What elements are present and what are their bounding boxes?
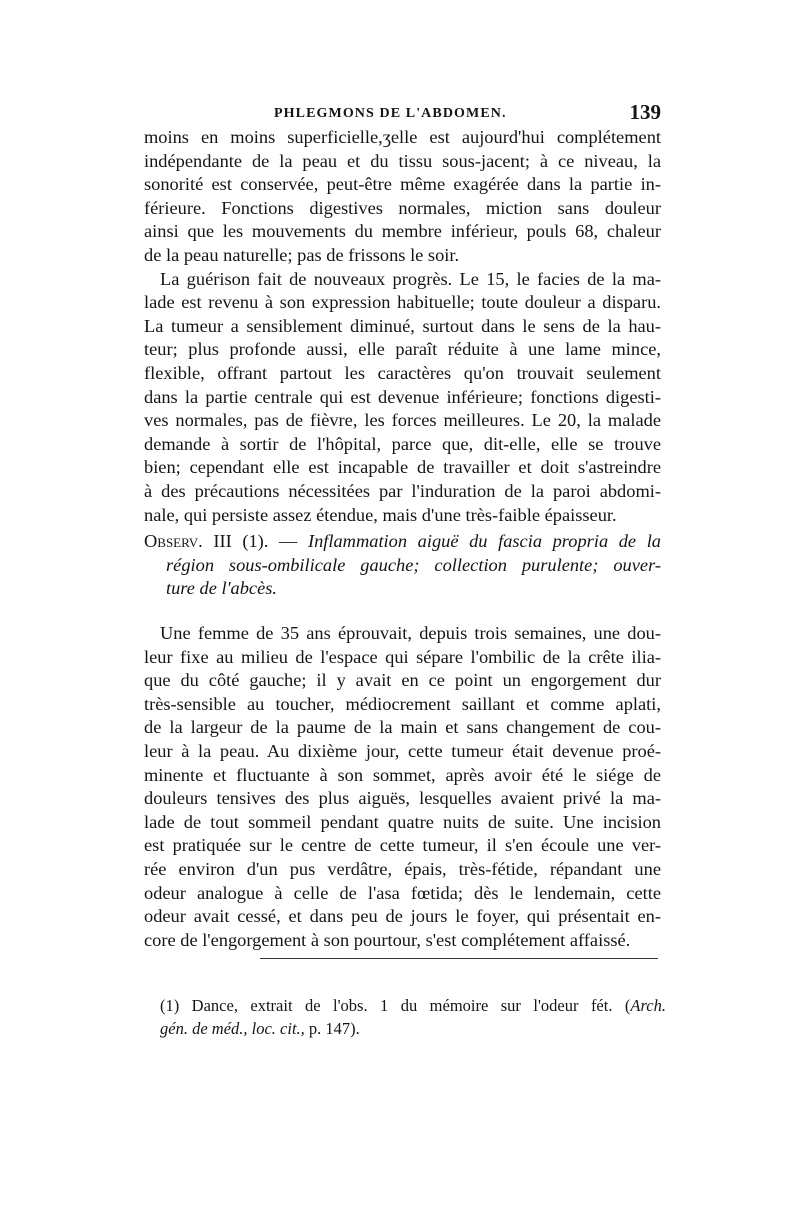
text-line: douleurs tensives des plus aiguës, lesquelles avaient privé la ma-: [144, 788, 661, 809]
text-line: leur fixe au milieu de l'espace qui sépare l'ombilic de la crête ilia-: [144, 646, 661, 667]
text-line: rée environ d'un pus verdâtre, épais, très-fétide, répandant une: [144, 858, 661, 879]
footnote-source: Arch.: [630, 996, 666, 1015]
text-line: La tumeur a sensiblement diminué, surtout dans le sens de la hau-: [144, 315, 661, 336]
text-line: bien; cependant elle est incapable de travailler et doit s'astreindre: [144, 457, 661, 478]
text-line: lade est revenu à son expression habituelle; toute douleur a disparu.: [144, 292, 661, 313]
text-line: ainsi que les mouvements du membre inférieur, pouls 68, chaleur: [144, 221, 661, 242]
text-line: de la peau naturelle; pas de frissons le soir.: [144, 244, 460, 265]
text-line: flexible, offrant partout les caractères qu'on trouvait seulement: [144, 362, 661, 383]
text-line: à des précautions nécessitées par l'induration de la paroi abdomi-: [144, 480, 661, 501]
text-line: nale, qui persiste assez étendue, mais d'une très-faible épaisseur.: [144, 504, 617, 525]
footnote-text: (1) Dance, extrait de l'obs. 1 du mémoire sur l'odeur fét. (: [160, 996, 631, 1015]
paragraph-1: [144, 126, 661, 268]
text-line: leur à la peau. Au dixième jour, cette tumeur était devenue proé-: [144, 740, 661, 761]
text-line: demande à sortir de l'hôpital, parce que, dit-elle, elle se trouve: [144, 433, 661, 454]
footnote-line: [160, 994, 666, 1017]
text-line: Une femme de 35 ans éprouvait, depuis trois semaines, une dou-: [160, 623, 661, 643]
page-number: 139: [629, 100, 661, 124]
observation-title-line: ture de l'abcès.: [166, 578, 278, 599]
text-line: est pratiquée sur le centre de cette tumeur, il s'en écoule une ver-: [144, 835, 661, 856]
footnote-source: gén. de méd., loc. cit.,: [160, 1019, 305, 1038]
observation-title: Inflammation aiguë du fascia propria de la: [307, 531, 661, 551]
running-title: PHLEGMONS DE L'ABDOMEN.: [274, 106, 507, 121]
footnote-line: [160, 1017, 666, 1040]
text-line: lade de tout sommeil pendant quatre nuits de suite. Une incision: [144, 811, 661, 832]
text-line: très-sensible au toucher, médiocrement saillant et comme aplati,: [144, 693, 661, 714]
text-line: teur; plus profonde aussi, elle paraît réduite à une lame mince,: [144, 339, 661, 360]
text-line: indépendante de la peau et du tissu sous-jacent; à ce niveau, la: [144, 150, 661, 171]
body-text: [144, 126, 661, 527]
text-line: La guérison fait de nouveaux progrès. Le 15, le facies de la ma-: [160, 268, 661, 289]
text-line: odeur avait cessé, et dans peu de jours le foyer, qui présentait en-: [144, 906, 661, 927]
observation-title-line: [144, 530, 661, 554]
text-line: sonorité est conservée, peut-être même exagérée dans la partie in-: [144, 174, 661, 195]
paragraph-3: [144, 622, 661, 952]
text-line: férieure. Fonctions digestives normales, miction sans douleur: [144, 197, 661, 218]
observation-label: Observ.: [144, 531, 203, 551]
text-line: dans la partie centrale qui est devenue inférieure; fonctions digesti-: [144, 386, 661, 407]
footnote: [160, 994, 666, 1040]
text-line: moins en moins superficielle,ʒelle est aujourd'hui complétement: [144, 127, 661, 147]
footnote-rule: [260, 958, 658, 959]
text-line: de la largeur de la paume de la main et sans changement de cou-: [144, 717, 661, 738]
text-line: minente et fluctuante à son sommet, après avoir été le siége de: [144, 764, 661, 785]
observation-heading: [144, 530, 661, 601]
text-line: ves normales, pas de fièvre, les forces meilleures. Le 20, la malade: [144, 410, 661, 431]
paragraph-2: [144, 268, 661, 528]
text-line: odeur analogue à celle de l'asa fœtida; dès le lendemain, cette: [144, 882, 661, 903]
text-line: que du côté gauche; il y avait en ce point un engorgement dur: [144, 670, 661, 691]
observation-number: III (1). —: [202, 531, 308, 551]
observation-title-line: région sous-ombilicale gauche; collection purulente; ouver-: [166, 554, 661, 575]
text-line: core de l'engorgement à son pourtour, s'est complétement affaissé.: [144, 929, 631, 950]
footnote-text: p. 147).: [304, 1019, 360, 1038]
